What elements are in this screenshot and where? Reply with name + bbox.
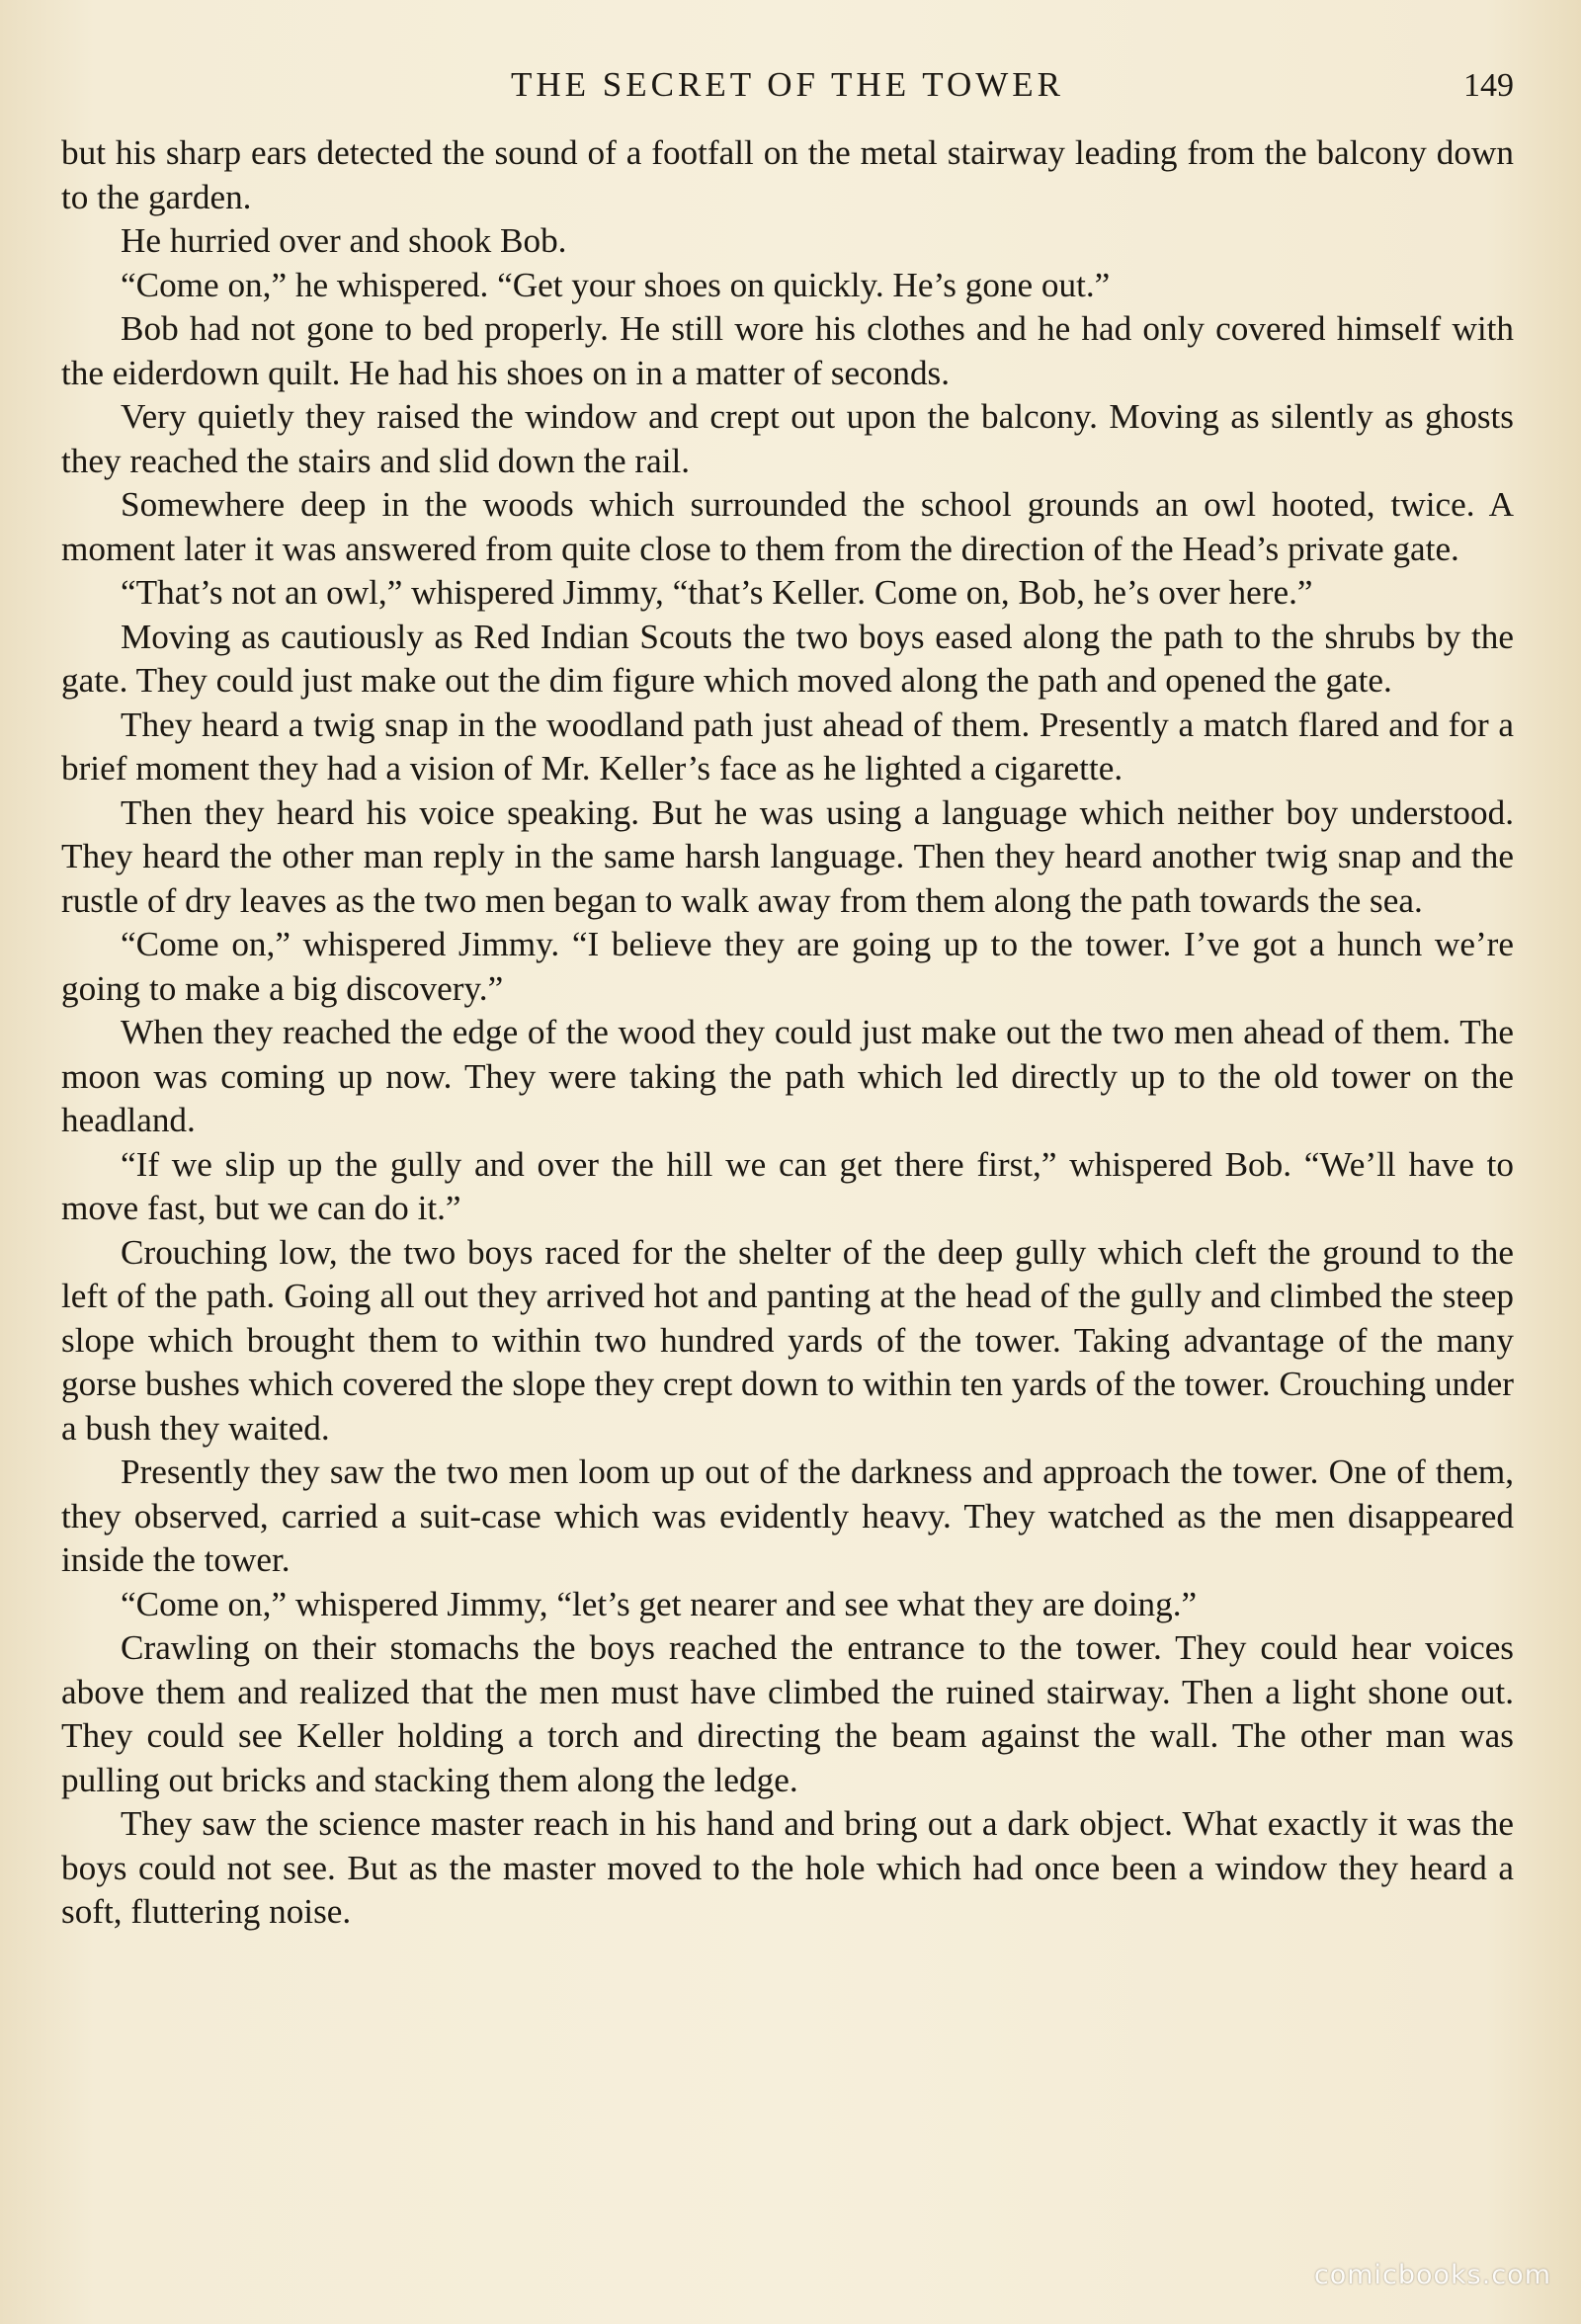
paragraph: but his sharp ears detected the sound of a footfall on the metal stairway leading from the balcony down to the garden. xyxy=(61,133,1514,216)
paragraph: Bob had not gone to bed properly. He still wore his clothes and he had only covered himself with the eiderdown quilt. He had his shoes on in a matter of seconds. xyxy=(61,309,1514,392)
chapter-title: THE SECRET OF THE TOWER xyxy=(511,65,1064,104)
paragraph: “If we slip up the gully and over the hill we can get there first,” whispered Bob. “We’ll have to move fast, but we can do it.” xyxy=(61,1144,1514,1227)
paragraph: Somewhere deep in the woods which surrounded the school grounds an owl hooted, twice. A moment later it was answered from quite close to them from the direction of the Head’s private gate. xyxy=(61,485,1514,568)
paragraph: Then they heard his voice speaking. But he was using a language which neither boy understood. They heard the other man reply in the same harsh language. Then they heard another twig snap and the rustle of dry leaves as the two men began to walk away from them along the path towards the sea. xyxy=(61,792,1514,920)
paragraph: Very quietly they raised the window and crept out upon the balcony. Moving as silently as ghosts they reached the stairs and slid down the rail. xyxy=(61,397,1514,480)
paragraph: Presently they saw the two men loom up out of the darkness and approach the tower. One of them, they observed, carried a suit-case which was evidently heavy. They watched as the men disappeared inside the tower. xyxy=(61,1452,1514,1579)
paragraph: “Come on,” whispered Jimmy, “let’s get nearer and see what they are doing.” xyxy=(121,1584,1198,1623)
paragraph: “That’s not an owl,” whispered Jimmy, “that’s Keller. Come on, Bob, he’s over here.” xyxy=(121,573,1313,612)
paragraph: He hurried over and shook Bob. xyxy=(121,221,567,260)
paragraph: Crawling on their stomachs the boys reached the entrance to the tower. They could hear voices above them and realized that the men must have climbed the ruined stairway. Then a light shone out. They could see Keller holding a torch and directing the beam against the wall. The other man was pulling out bricks and stacking them along the ledge. xyxy=(61,1628,1514,1799)
page-number: 149 xyxy=(1463,67,1514,104)
paragraph: “Come on,” he whispered. “Get your shoes on quickly. He’s gone out.” xyxy=(121,265,1111,304)
paragraph: Crouching low, the two boys raced for the shelter of the deep gully which cleft the ground to the left of the path. Going all out they arrived hot and panting at the head of the gully and climbed the steep slope which brought them to within two hundred yards of the tower. Taking advantage of the many gorse bushes which covered the slope they crept down to within ten yards of the tower. Crouching under a bush they waited. xyxy=(61,1232,1514,1448)
paragraph: They saw the science master reach in his hand and bring out a dark object. What exactly it was the boys could not see. But as the master moved to the hole which had once been a window they heard a soft, fluttering noise. xyxy=(61,1804,1514,1931)
paragraph: “Come on,” whispered Jimmy. “I believe they are going up to the tower. I’ve got a hunch we’re going to make a big discovery.” xyxy=(61,925,1514,1008)
paragraph: They heard a twig snap in the woodland path just ahead of them. Presently a match flared and for a brief moment they had a vision of Mr. Keller’s face as he lighted a cigarette. xyxy=(61,705,1514,788)
running-head xyxy=(61,65,1514,115)
body-text xyxy=(61,131,1514,1935)
paragraph: Moving as cautiously as Red Indian Scouts the two boys eased along the path to the shrubs by the gate. They could just make out the dim figure which moved along the path and opened the gate. xyxy=(61,617,1514,700)
watermark: comicbooks.com xyxy=(1313,2260,1551,2290)
paragraph: When they reached the edge of the wood they could just make out the two men ahead of them. The moon was coming up now. They were taking the path which led directly up to the old tower on the headland. xyxy=(61,1013,1514,1139)
